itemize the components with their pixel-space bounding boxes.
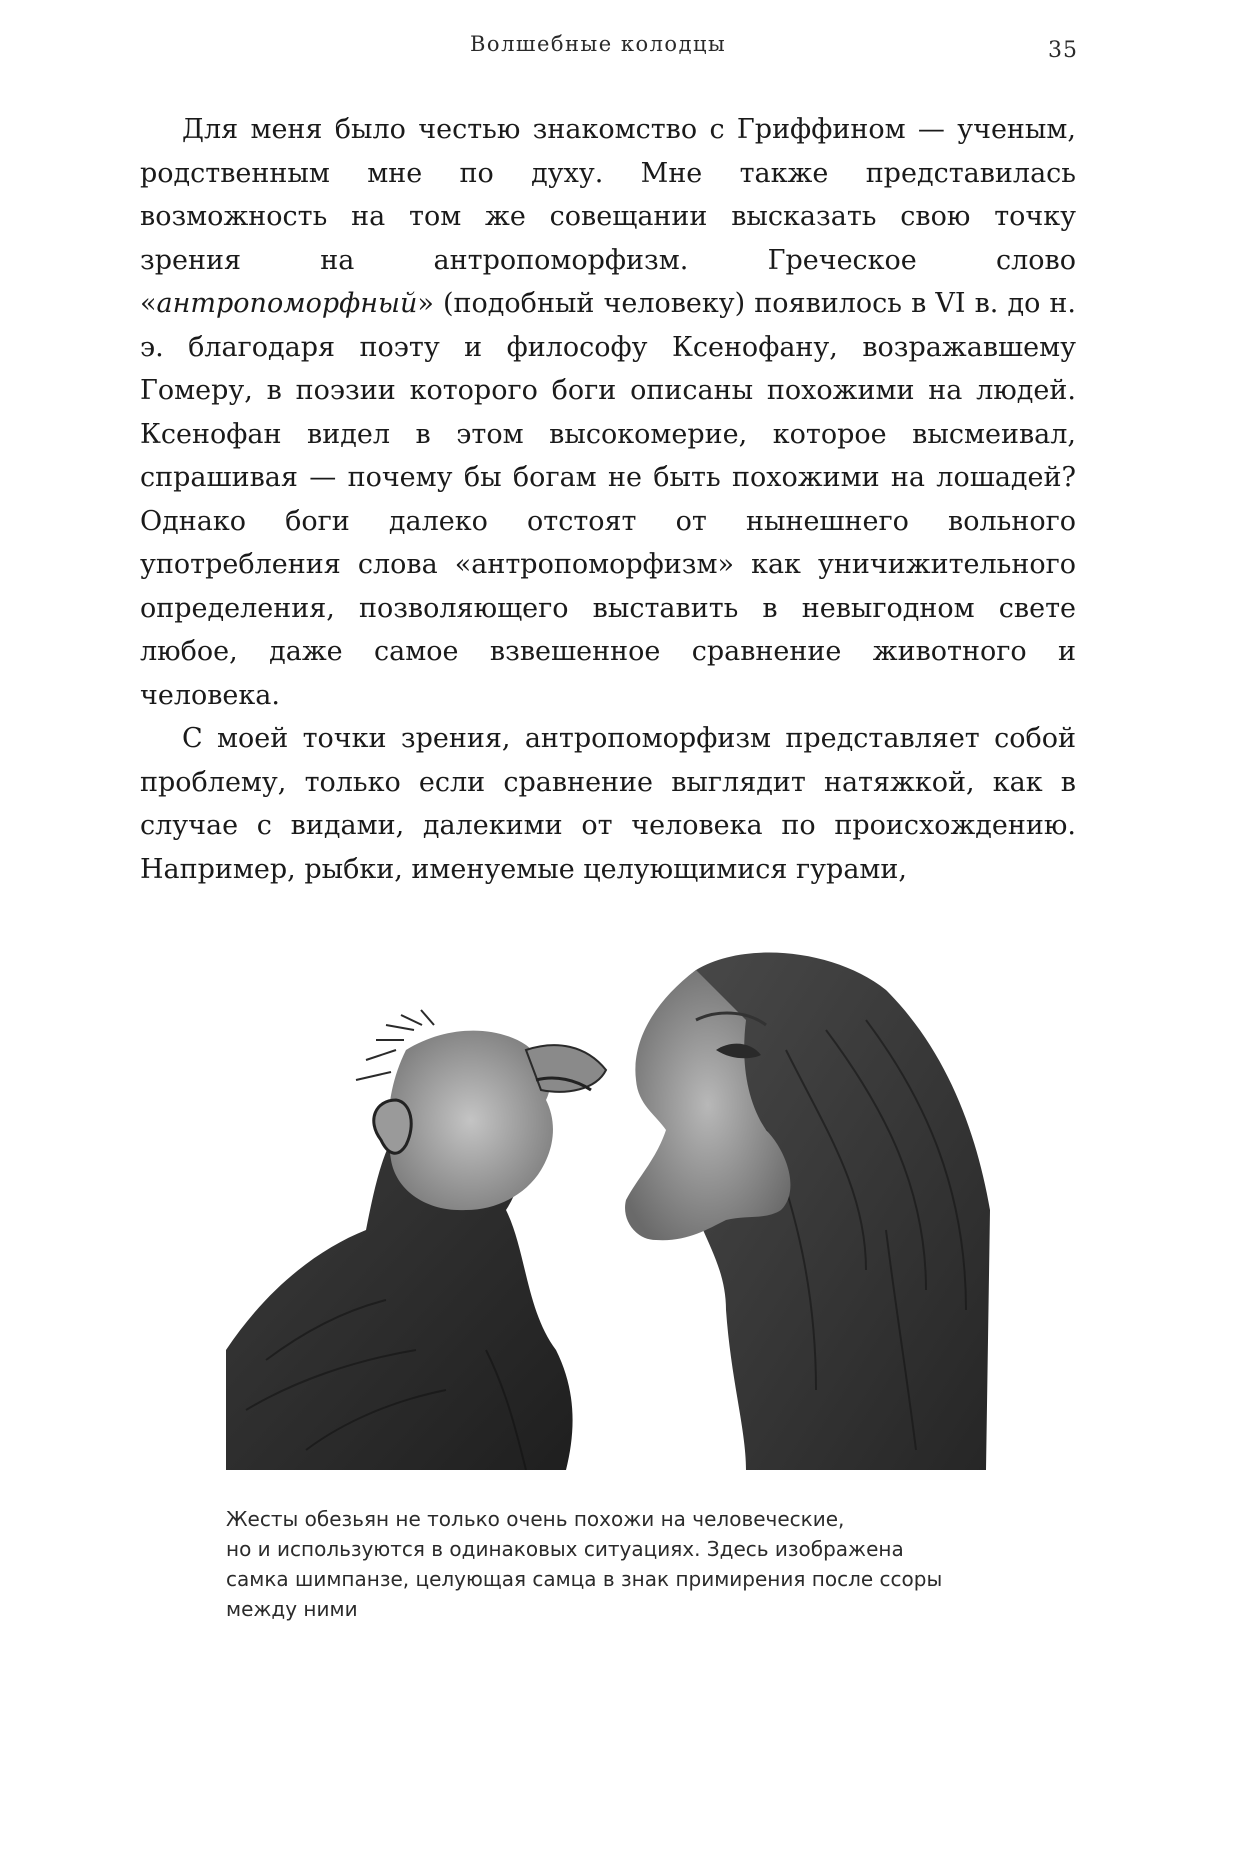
running-title: Волшебные колодцы [470,32,727,56]
paragraph-1-end: » (подобный человеку) появилось в VI в. до н. э. благодаря поэту и философу Ксенофану, возражавшему Гомеру, в поэзии которого боги описаны похожими на людей. Ксенофан видел в этом высокомерие, которое высмеивал, спрашивая — почему бы богам не быть похожими на лошадей? Однако боги далеко отстоят от нынешнего вольного употребления слова «антропоморфизм» как уничижительного определения, позволяющего выставить в невыгодном свете любое, даже самое взвешенное сравнение животного и человека. [140,288,1076,711]
paragraph-1-start: Для меня было честью знакомство с Гриффином — ученым, родственным мне по духу. Мне также представилась возможность на том же совещании высказать свою точку зрения на антропоморфизм. Греческое слово « [140,114,1076,319]
paragraph-2: С моей точки зрения, антропоморфизм представляет собой проблему, только если сравнение выглядит натяжкой, как в случае с видами, далекими от человека по происхождению. Например, рыбки, именуемые целующимися гурами, [140,723,1076,885]
body-text [140,108,1076,891]
chimpanzee-illustration [226,930,990,1470]
caption-line: но и используются в одинаковых ситуациях. Здесь изображена [226,1537,904,1561]
paragraph-1 [140,108,1076,717]
running-head [0,32,1250,72]
figure-caption [226,1504,1006,1624]
page-number: 35 [1048,38,1078,63]
caption-line: Жесты обезьян не только очень похожи на человеческие, [226,1507,845,1531]
caption-line: между ними [226,1597,358,1621]
caption-line: самка шимпанзе, целующая самца в знак примирения после ссоры [226,1567,943,1591]
male-chimp-ear [374,1100,411,1153]
italic-term: антропоморфный [156,288,418,319]
